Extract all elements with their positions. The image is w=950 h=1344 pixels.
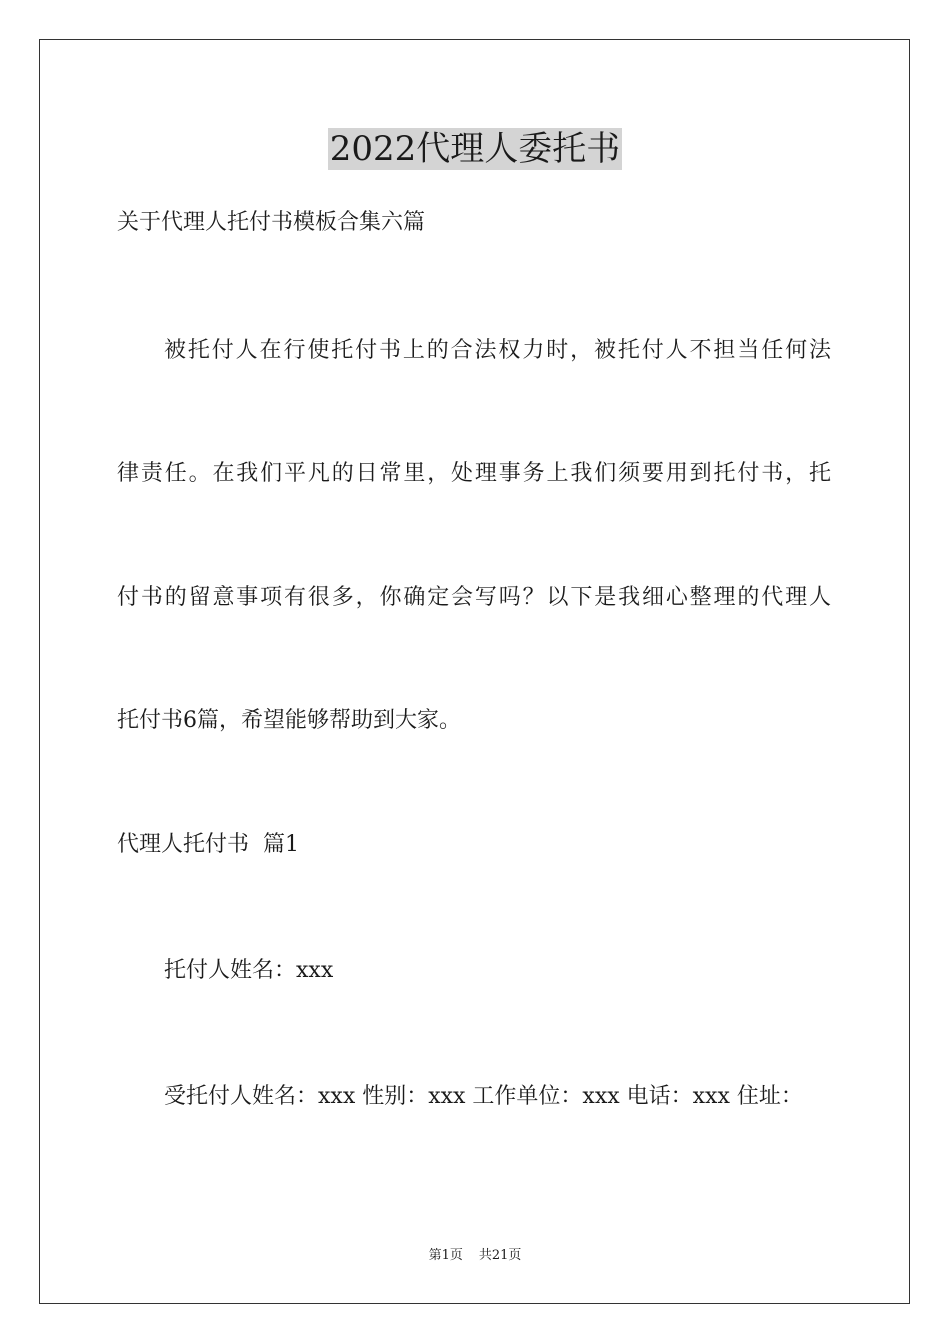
- field-agent-details: 受托付人姓名：xxx 性别：xxx 工作单位：xxx 电话：xxx 住址：: [164, 1084, 803, 1109]
- page-number-current: 第1页: [428, 1248, 463, 1263]
- document-title: 2022代理人委托书: [329, 129, 621, 169]
- intro-line-1: 被托付人在行使托付书上的合法权力时，被托付人不担当任何法: [164, 338, 831, 363]
- field-principal-name: 托付人姓名：xxx: [164, 958, 334, 983]
- intro-line-3: 付书的留意事项有很多，你确定会写吗？以下是我细心整理的代理人: [117, 585, 831, 610]
- intro-line-4: 托付书6篇，希望能够帮助到大家。: [117, 708, 461, 733]
- section-heading: 代理人托付书 篇1: [117, 832, 299, 857]
- page-footer: [0, 1247, 950, 1265]
- page-number-total: 共21页: [478, 1248, 522, 1263]
- document-subtitle: 关于代理人托付书模板合集六篇: [117, 210, 426, 235]
- intro-line-2: 律责任。在我们平凡的日常里，处理事务上我们须要用到托付书，托: [117, 461, 831, 486]
- title-container: [0, 128, 950, 170]
